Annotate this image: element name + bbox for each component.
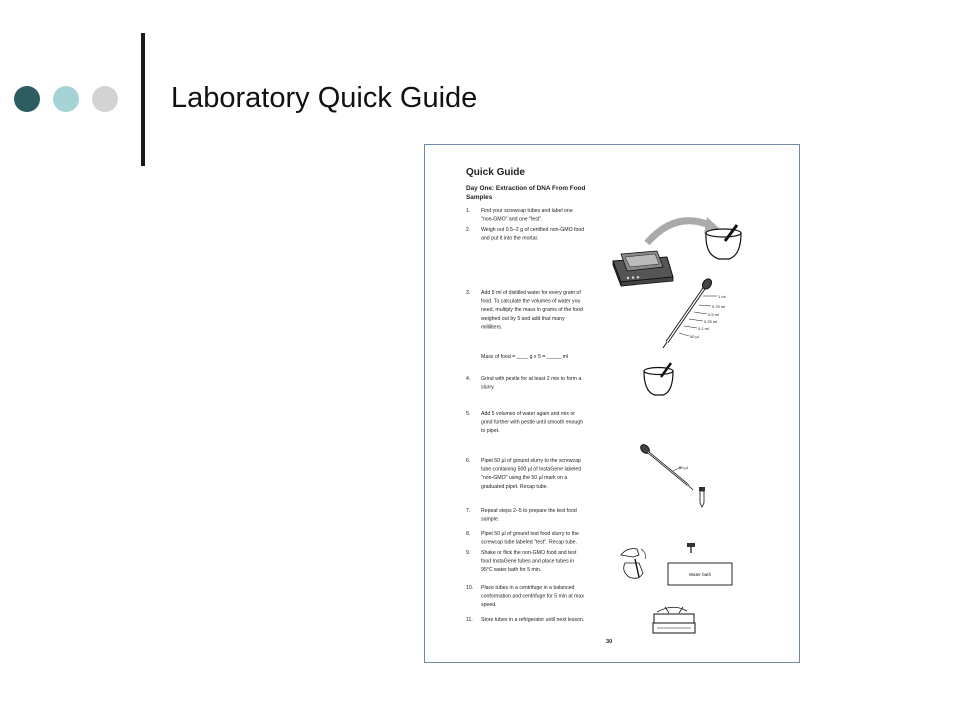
water-bath-label: Water bath bbox=[688, 572, 712, 577]
step-line: and put it into the mortar. bbox=[481, 235, 539, 242]
balance-icon bbox=[613, 251, 673, 286]
step-line: to pipet. bbox=[481, 428, 500, 435]
step-line: Place tubes in a centrifuge in a balanced bbox=[481, 585, 575, 591]
step-1 bbox=[466, 208, 573, 223]
step-6 bbox=[466, 458, 581, 490]
step-line: Grind with pestle for at least 2 min to form a bbox=[481, 376, 582, 382]
step-line: Repeat steps 2–5 to prepare the test food bbox=[481, 508, 577, 514]
step-line: food InstaGene tubes and place tubes in bbox=[481, 558, 575, 565]
step-number: 4. bbox=[466, 376, 471, 382]
step-line: Find your screwcap tubes and label one bbox=[481, 208, 573, 214]
mortar-icon bbox=[644, 363, 673, 395]
dot-dark bbox=[14, 86, 40, 112]
step-11 bbox=[466, 617, 584, 623]
step-10 bbox=[466, 585, 584, 608]
step-8 bbox=[466, 531, 579, 546]
pipet-mark-label: 0.1 ml bbox=[698, 326, 709, 331]
step-line: slurry. bbox=[481, 384, 495, 391]
steps-list bbox=[466, 208, 584, 623]
step-line: speed. bbox=[481, 602, 497, 609]
mass-formula: Mass of food = ____ g x 5 = _____ ml bbox=[481, 354, 569, 360]
pipet-mark-label: 0.75 ml bbox=[712, 304, 726, 309]
slide-title: Laboratory Quick Guide bbox=[171, 82, 478, 114]
step-line: tube containing 500 µl of InstaGene labeled bbox=[481, 466, 582, 473]
screwcap-tube-icon bbox=[699, 487, 705, 507]
dot-gray bbox=[92, 86, 118, 112]
step-3 bbox=[466, 290, 583, 330]
doc-subheading-1: Day One: Extraction of DNA From Food bbox=[466, 185, 586, 192]
page-number: 30 bbox=[606, 639, 613, 645]
dot-teal bbox=[53, 86, 79, 112]
step-7 bbox=[466, 508, 577, 523]
step-line: weighed out by 5 and add that many bbox=[481, 315, 565, 322]
step-number: 9. bbox=[466, 550, 471, 556]
flick-tube-hand-icon bbox=[621, 549, 646, 579]
pipet-mark-label: 0.5 ml bbox=[708, 312, 719, 317]
step-line: Store tubes in a refrigerator until next lesson. bbox=[481, 617, 585, 623]
step-number: 8. bbox=[466, 531, 471, 537]
step-number: 1. bbox=[466, 208, 471, 214]
step-line: 95°C water bath for 5 min. bbox=[481, 567, 542, 574]
step-number: 3. bbox=[466, 290, 471, 296]
step-line: Add 5 volumes of water again and mix or bbox=[481, 411, 576, 417]
pipet-mark-label: 0.25 ml bbox=[704, 319, 718, 324]
step-number: 10. bbox=[466, 585, 474, 591]
step-line: graduated pipet. Recap tube. bbox=[481, 483, 548, 490]
step-line: "non-GMO" and one "test". bbox=[481, 216, 543, 223]
step-line: need, multiply the mass in grams of the food bbox=[481, 307, 583, 314]
step-number: 5. bbox=[466, 411, 471, 417]
step-line: Add 5 ml of distilled water for every gram of bbox=[481, 290, 581, 296]
step-line: Weigh out 0.5–2 g of certified non-GMO food bbox=[481, 227, 585, 233]
step-2 bbox=[466, 227, 584, 242]
step-line: grind further with pestle until smooth enough bbox=[481, 419, 584, 426]
tube-rack-icon bbox=[687, 543, 695, 553]
doc-heading: Quick Guide bbox=[466, 167, 525, 178]
step-line: milliliters. bbox=[481, 324, 503, 331]
step-line: Pipet 50 µl of ground slurry to the screwcap bbox=[481, 458, 581, 464]
step-line: conformation and centrifuge for 5 min at max bbox=[481, 593, 584, 600]
step-line: sample. bbox=[481, 516, 500, 523]
water-bath-icon bbox=[668, 563, 732, 585]
step-line: food. To calculate the volumes of water you bbox=[481, 298, 581, 305]
step-line: Shake or flick the non-GMO food and test bbox=[481, 550, 577, 556]
decorative-dots bbox=[14, 86, 118, 112]
step-number: 6. bbox=[466, 458, 471, 464]
step-line: screwcap tube labeled "test". Recap tube. bbox=[481, 539, 577, 546]
mortar-pestle-icon bbox=[706, 225, 741, 259]
step-9 bbox=[466, 550, 577, 573]
step-number: 2. bbox=[466, 227, 471, 233]
step-number: 7. bbox=[466, 508, 471, 514]
doc-subheading-2: Samples bbox=[466, 194, 493, 201]
step-number: 11. bbox=[466, 617, 473, 623]
step-line: "non-GMO" using the 50 µl mark on a bbox=[481, 475, 568, 482]
quick-guide-page bbox=[424, 144, 800, 663]
pipet-mark-label: 50 µl bbox=[690, 334, 699, 339]
step-4 bbox=[466, 376, 581, 391]
pipet-mark-label: 1 ml bbox=[718, 294, 726, 299]
centrifuge-icon bbox=[653, 607, 695, 633]
step-5 bbox=[466, 411, 583, 434]
step-line: Pipet 50 µl of ground test food slurry to the bbox=[481, 531, 579, 537]
title-divider bbox=[141, 33, 145, 166]
quick-guide-canvas bbox=[425, 145, 801, 664]
pipet-50-label: 50 µl bbox=[679, 465, 688, 470]
